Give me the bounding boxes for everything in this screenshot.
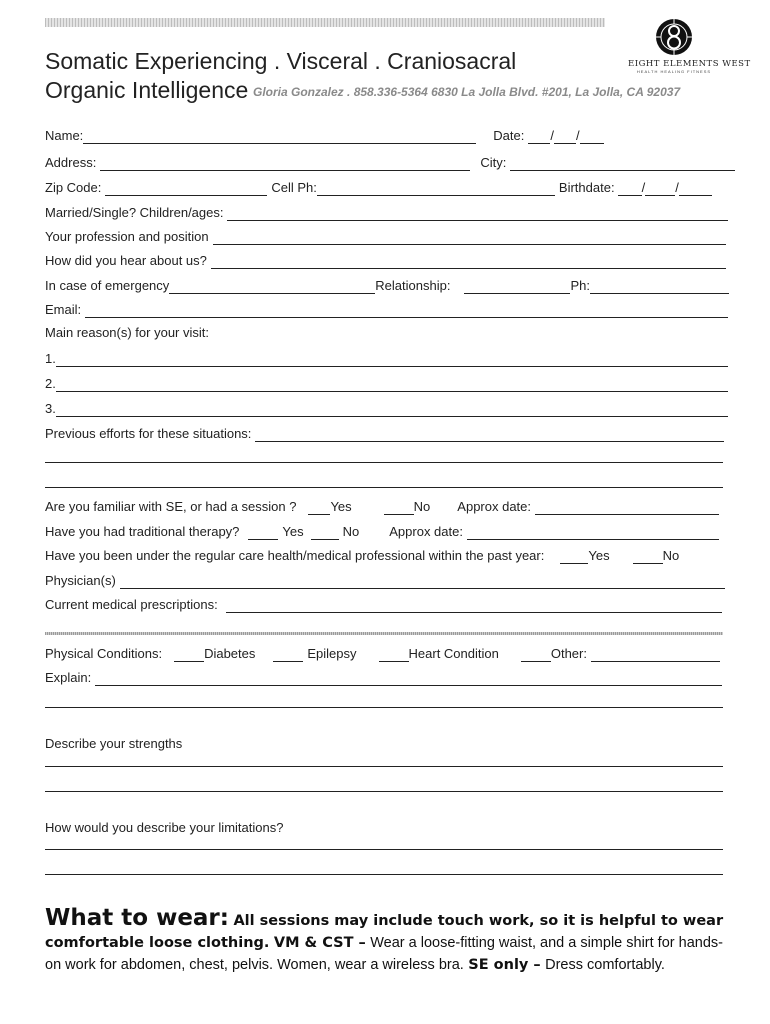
strengths-line[interactable]	[45, 791, 723, 792]
emergency-field[interactable]	[169, 279, 375, 294]
reason-number: 1.	[45, 351, 56, 366]
main-reason-label: Main reason(s) for your visit:	[45, 325, 209, 340]
se-only-text: Dress comfortably.	[545, 957, 665, 973]
other-field[interactable]	[591, 647, 720, 662]
email-row	[45, 298, 728, 318]
emergency-phone-label: Ph:	[570, 278, 590, 293]
se-only-label: SE only –	[468, 957, 541, 973]
diabetes-field[interactable]	[174, 647, 204, 662]
physical-conditions-label: Physical Conditions:	[45, 646, 163, 661]
email-label: Email:	[45, 302, 82, 317]
header-decorative-bar	[45, 18, 605, 27]
regular-care-no-field[interactable]	[633, 549, 663, 564]
familiar-label: Are you familiar with SE, or had a session ?	[45, 499, 297, 514]
traditional-yes-field[interactable]	[248, 525, 278, 540]
logo	[628, 18, 751, 78]
name-field[interactable]	[83, 129, 476, 144]
yes-label: Yes	[282, 524, 304, 539]
what-to-wear-section	[45, 905, 735, 976]
relationship-field[interactable]	[464, 279, 570, 294]
yes-label: Yes	[330, 499, 352, 514]
reason-row-2	[45, 372, 728, 392]
hear-field[interactable]	[211, 254, 726, 269]
previous-extra-line[interactable]	[45, 487, 723, 488]
contact-info: Gloria Gonzalez . 858.336-5364 6830 La Jolla Blvd. #201, La Jolla, CA 92037	[253, 85, 681, 99]
prescriptions-extra-line[interactable]	[45, 632, 723, 635]
zip-cell-birthdate-row	[45, 176, 735, 196]
date-slash: /	[576, 128, 580, 143]
traditional-label: Have you had traditional therapy?	[45, 524, 240, 539]
no-label: No	[662, 548, 680, 563]
no-label: No	[342, 524, 360, 539]
familiar-row	[45, 495, 719, 515]
logo-subtext: HEALTH HEALING FITNESS	[636, 69, 712, 74]
physical-conditions-row	[45, 642, 720, 662]
date-slash: /	[550, 128, 554, 143]
heart-condition-field[interactable]	[379, 647, 409, 662]
traditional-no-field[interactable]	[311, 525, 339, 540]
reason-field-2[interactable]	[56, 377, 728, 392]
reason-field-3[interactable]	[56, 402, 728, 417]
zip-field[interactable]	[105, 181, 267, 196]
address-label: Address:	[45, 155, 97, 170]
hear-row	[45, 249, 726, 269]
cell-field[interactable]	[317, 181, 555, 196]
explain-extra-line[interactable]	[45, 707, 723, 708]
prescriptions-label: Current medical prescriptions:	[45, 597, 218, 612]
physicians-field[interactable]	[120, 574, 725, 589]
name-date-row	[45, 124, 735, 144]
name-label: Name:	[45, 128, 84, 143]
physicians-label: Physician(s)	[45, 573, 116, 588]
address-city-row	[45, 151, 735, 171]
date-label: Date:	[493, 128, 525, 143]
logo-text: EIGHT ELEMENTS WEST	[628, 59, 751, 69]
familiar-yes-field[interactable]	[308, 500, 330, 515]
no-label: No	[413, 499, 431, 514]
page-title-line1: Somatic Experiencing . Visceral . Craniosacral	[45, 48, 517, 74]
diabetes-label: Diabetes	[204, 646, 256, 661]
vm-cst-text: Wear a loose-fitting waist, and a simple shirt for hands-on work for abdomen, chest, pelvis. Women, wear a wireless bra.	[45, 935, 723, 973]
other-check-field[interactable]	[521, 647, 551, 662]
familiar-approx-date-field[interactable]	[535, 500, 719, 515]
heart-condition-label: Heart Condition	[408, 646, 499, 661]
approx-date-label: Approx date:	[457, 499, 532, 514]
explain-field[interactable]	[95, 671, 722, 686]
limitations-line[interactable]	[45, 874, 723, 875]
familiar-no-field[interactable]	[384, 500, 414, 515]
epilepsy-field[interactable]	[273, 647, 303, 662]
other-label: Other:	[550, 646, 587, 661]
strengths-line[interactable]	[45, 766, 723, 767]
reason-number: 2.	[45, 376, 56, 391]
birthdate-slash: /	[641, 180, 646, 195]
regular-care-label: Have you been under the regular care health/medical professional within the past year:	[45, 548, 545, 563]
date-year-field[interactable]	[580, 129, 604, 144]
regular-care-yes-field[interactable]	[560, 549, 588, 564]
cell-label: Cell Ph:	[271, 180, 317, 195]
profession-label: Your profession and position	[45, 229, 209, 244]
explain-label: Explain:	[45, 670, 92, 685]
traditional-approx-date-field[interactable]	[467, 525, 719, 540]
married-row	[45, 201, 728, 221]
page-title-line2: Organic Intelligence	[45, 77, 249, 103]
vm-cst-label: VM & CST –	[273, 935, 366, 951]
email-field[interactable]	[85, 303, 728, 318]
reason-row-1	[45, 347, 728, 367]
birthdate-year-field[interactable]	[679, 181, 712, 196]
previous-field[interactable]	[255, 427, 724, 442]
city-field[interactable]	[510, 156, 735, 171]
strengths-label: Describe your strengths	[45, 736, 183, 751]
hear-label: How did you hear about us?	[45, 253, 207, 268]
birthdate-slash: /	[675, 180, 679, 195]
date-day-field[interactable]	[554, 129, 576, 144]
reason-field-1[interactable]	[56, 352, 728, 367]
yes-label: Yes	[588, 548, 610, 563]
limitations-line[interactable]	[45, 849, 723, 850]
zip-label: Zip Code:	[45, 180, 102, 195]
approx-date-label: Approx date:	[389, 524, 463, 539]
emergency-row	[45, 274, 729, 294]
profession-row	[45, 225, 726, 245]
married-field[interactable]	[227, 206, 728, 221]
regular-care-row	[45, 544, 725, 564]
eight-elements-logo-icon	[655, 18, 693, 56]
birthdate-day-field[interactable]	[645, 181, 675, 196]
birthdate-month-field[interactable]	[618, 181, 642, 196]
emergency-label: In case of emergency	[45, 278, 170, 293]
birthdate-label: Birthdate:	[558, 180, 615, 195]
traditional-row	[45, 520, 719, 540]
epilepsy-label: Epilepsy	[307, 646, 357, 661]
previous-row	[45, 422, 724, 442]
reason-row-3	[45, 397, 728, 417]
relationship-label: Relationship:	[375, 278, 451, 293]
limitations-label: How would you describe your limitations?	[45, 820, 284, 835]
what-to-wear-heading: What to wear:	[45, 905, 229, 931]
physicians-row	[45, 569, 725, 589]
prescriptions-field[interactable]	[226, 598, 722, 613]
explain-row	[45, 666, 722, 686]
married-label: Married/Single? Children/ages:	[45, 205, 224, 220]
date-month-field[interactable]	[528, 129, 550, 144]
previous-label: Previous efforts for these situations:	[45, 426, 252, 441]
previous-extra-line[interactable]	[45, 462, 723, 463]
address-field[interactable]	[100, 156, 470, 171]
prescriptions-row	[45, 593, 722, 613]
city-label: City:	[480, 155, 507, 170]
reason-number: 3.	[45, 401, 56, 416]
what-to-wear-intro: All sessions may include touch work, so it is helpful to wear comfortable loose clothing.	[45, 913, 724, 951]
profession-field[interactable]	[213, 230, 726, 245]
emergency-phone-field[interactable]	[590, 279, 729, 294]
